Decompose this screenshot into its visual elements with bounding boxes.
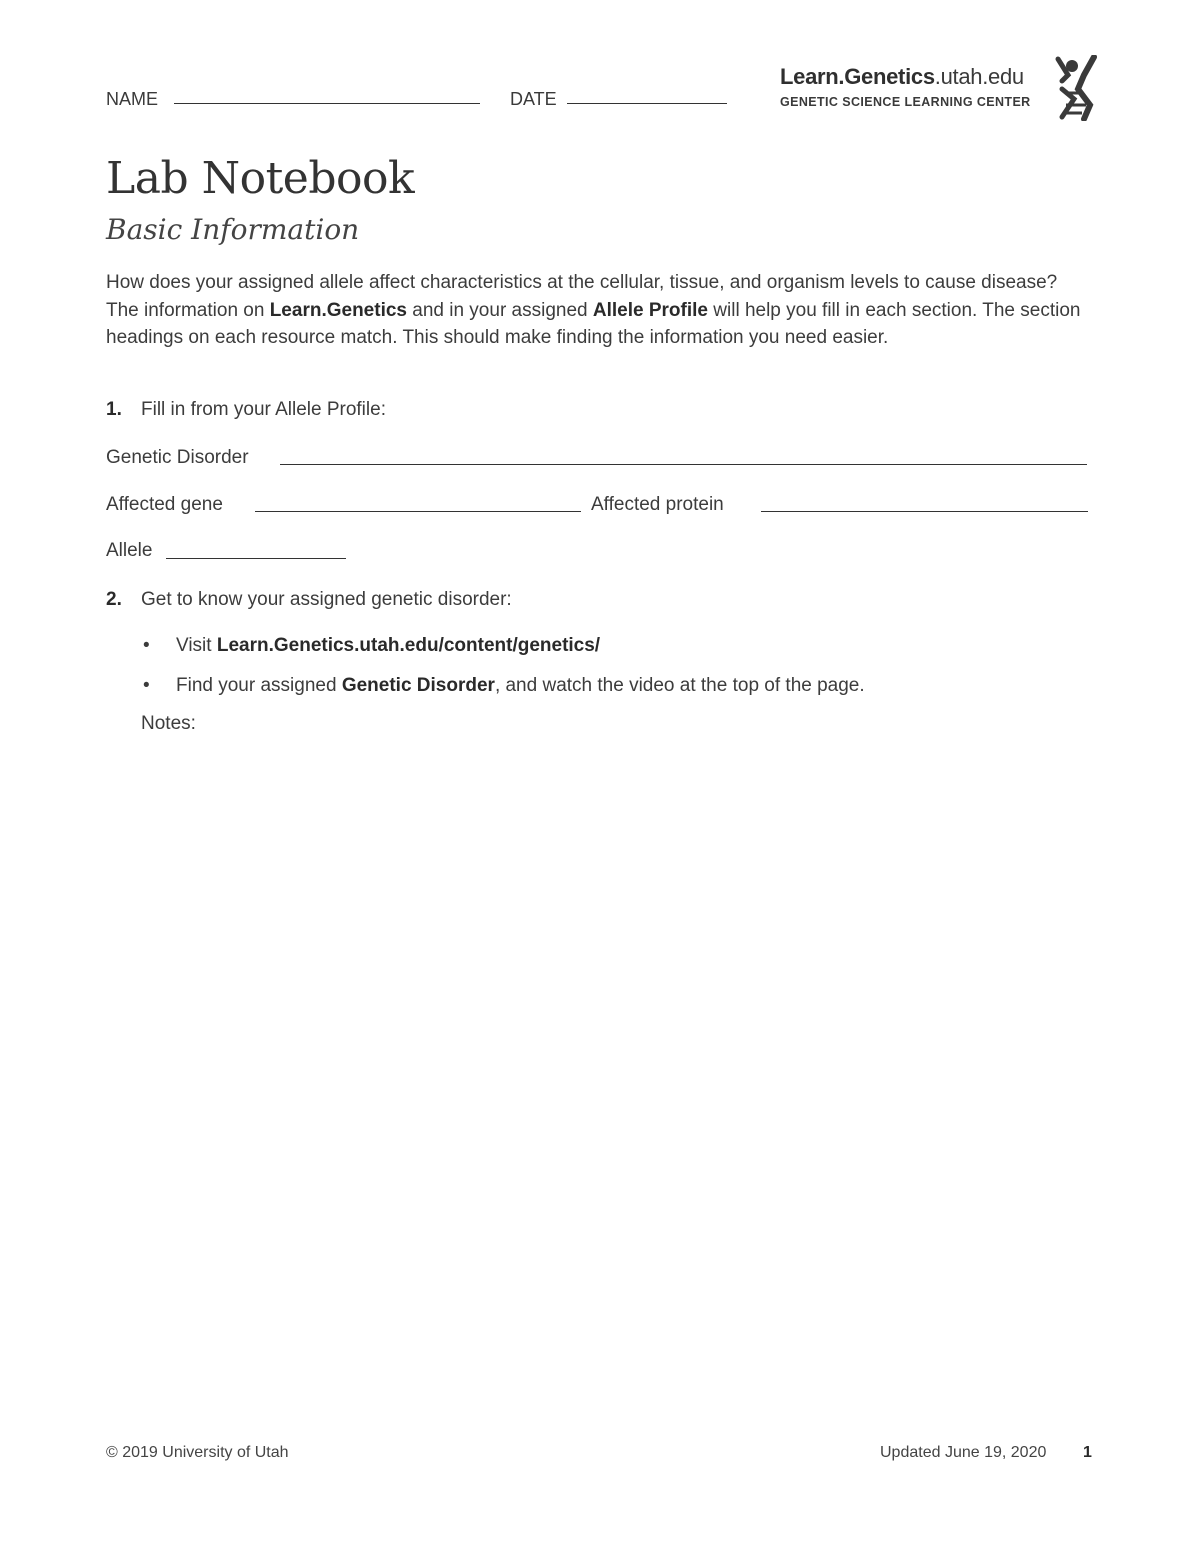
step2-bullet-visit [176, 635, 600, 657]
intro-text-1: How does your assigned allele affect characteristics at the cellular, tissue, and organism levels to cause disease? The information on [106, 272, 1058, 321]
logo-wordmark [780, 64, 1024, 90]
allele-label: Allele [106, 540, 153, 561]
page-subtitle: Basic Information [106, 213, 360, 246]
affected-protein-label: Affected protein [591, 494, 724, 515]
genetic-disorder-bold: Genetic Disorder [341, 675, 495, 696]
date-field[interactable] [567, 103, 727, 104]
notes-label: Notes: [141, 713, 196, 734]
step2-bullet-find [176, 675, 865, 697]
copyright: © 2019 University of Utah [106, 1444, 289, 1461]
visit-prefix: Visit [176, 635, 217, 656]
intro-text-2: and in your assigned [406, 299, 593, 321]
affected-protein-field[interactable] [761, 511, 1088, 512]
intro-text-3: will help you fill in each section. The section headings on each resource match. This should make finding the information you need easier. [106, 299, 1081, 348]
name-label: NAME [106, 89, 159, 109]
find-suffix: , and watch the video at the top of the page. [494, 675, 865, 696]
find-prefix: Find your assigned [176, 675, 342, 696]
updated-date: Updated June 19, 2020 [880, 1444, 1047, 1461]
page-title: Lab Notebook [106, 153, 415, 204]
name-field[interactable] [174, 103, 480, 104]
affected-gene-field[interactable] [255, 511, 581, 512]
dna-figure-icon [1054, 55, 1100, 121]
notes-area[interactable] [141, 745, 1087, 1385]
affected-gene-label: Affected gene [106, 494, 223, 515]
learn-genetics-link[interactable]: Learn.Genetics.utah.edu/content/genetics/ [216, 635, 601, 656]
step1-text: Fill in from your Allele Profile: [141, 399, 386, 420]
logo-tagline: GENETIC SCIENCE LEARNING CENTER [780, 95, 1031, 109]
allele-field[interactable] [166, 558, 346, 559]
bullet-dot: • [143, 635, 150, 656]
intro-bold-2: Allele Profile [592, 299, 708, 321]
logo-domain: .utah.edu [934, 64, 1024, 89]
intro-bold-1: Learn.Genetics [269, 299, 407, 321]
logo-brand: Learn.Genetics [780, 64, 935, 89]
step2-number: 2. [106, 589, 122, 610]
step2-text: Get to know your assigned genetic disorder: [141, 589, 512, 610]
date-label: DATE [510, 89, 557, 109]
bullet-dot: • [143, 675, 150, 696]
genetic-disorder-field[interactable] [280, 464, 1087, 465]
step1-number: 1. [106, 399, 122, 420]
page-number: 1 [1083, 1444, 1092, 1461]
intro-paragraph [106, 269, 1081, 352]
genetic-disorder-label: Genetic Disorder [106, 447, 249, 468]
